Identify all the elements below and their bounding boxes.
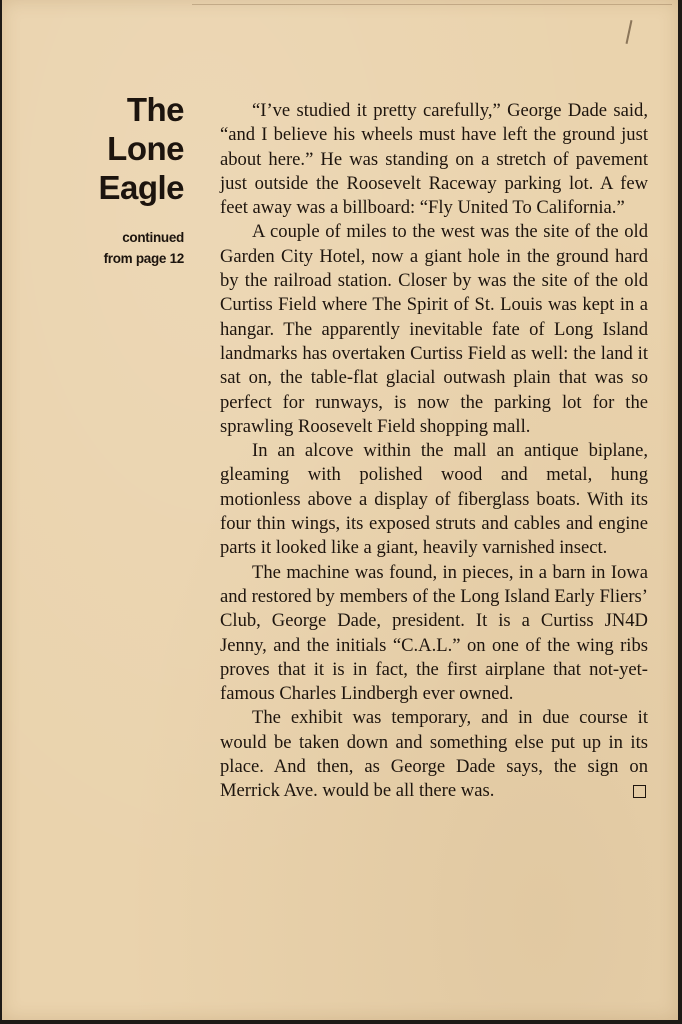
paragraph-5 — [220, 706, 648, 803]
headline-line-3: Eagle — [98, 169, 184, 206]
continuation-line-1: continued — [122, 230, 184, 245]
end-of-article-box-icon — [633, 785, 646, 798]
headline-line-2: Lone — [107, 130, 184, 167]
sidebar — [62, 90, 184, 269]
continuation-line-2: from page 12 — [103, 251, 184, 266]
paragraph-2: A couple of miles to the west was the site of the old Garden City Hotel, now a giant hole in the ground hard by the railroad station. Closer by was the site of the old Curtiss Field where The Spirit of St. Louis was kept in a hangar. The apparently inevitable fate of Long Island landmarks has overtaken Curtiss Field as well: the land it sat on, the table-flat glacial outwash plain that was so perfect for runways, is now the parking lot for the sprawling Roosevelt Field shopping mall. — [220, 221, 648, 437]
paragraph-4: The machine was found, in pieces, in a barn in Iowa and restored by members of the Long Island Early Fliers’ Club, George Dade, president. It is a Curtiss JN4D Jenny, and the initials “C.A.L.” on one of the wing ribs proves that it is in fact, the first airplane that not-yet-famous Charles Lindbergh ever owned. — [220, 561, 648, 705]
paragraph-3: In an alcove within the mall an antique biplane, gleaming with polished wood and metal, hung motionless above a display of fiberglass boats. With its four thin wings, its exposed struts and cables and engine parts it looked like a giant, heavily varnished insect. — [220, 440, 648, 559]
paragraph-5-text: The exhibit was temporary, and in due course it would be taken down and something else put up in its place. And then, as George Dade says, the sign on Merrick Ave. would be all there was. — [220, 707, 648, 802]
pen-mark — [626, 20, 633, 44]
newspaper-clipping — [2, 0, 678, 1020]
headline — [62, 90, 184, 207]
top-edge-rule — [192, 4, 672, 5]
article-body — [220, 99, 648, 804]
headline-line-1: The — [126, 91, 184, 128]
paragraph-1: “I’ve studied it pretty carefully,” George Dade said, “and I believe his wheels must have left the ground just about here.” He was standing on a stretch of pavement just outside the Roosevelt Raceway parking lot. A few feet away was a billboard: “Fly United To California.” — [220, 100, 648, 219]
continuation-note — [62, 227, 184, 269]
